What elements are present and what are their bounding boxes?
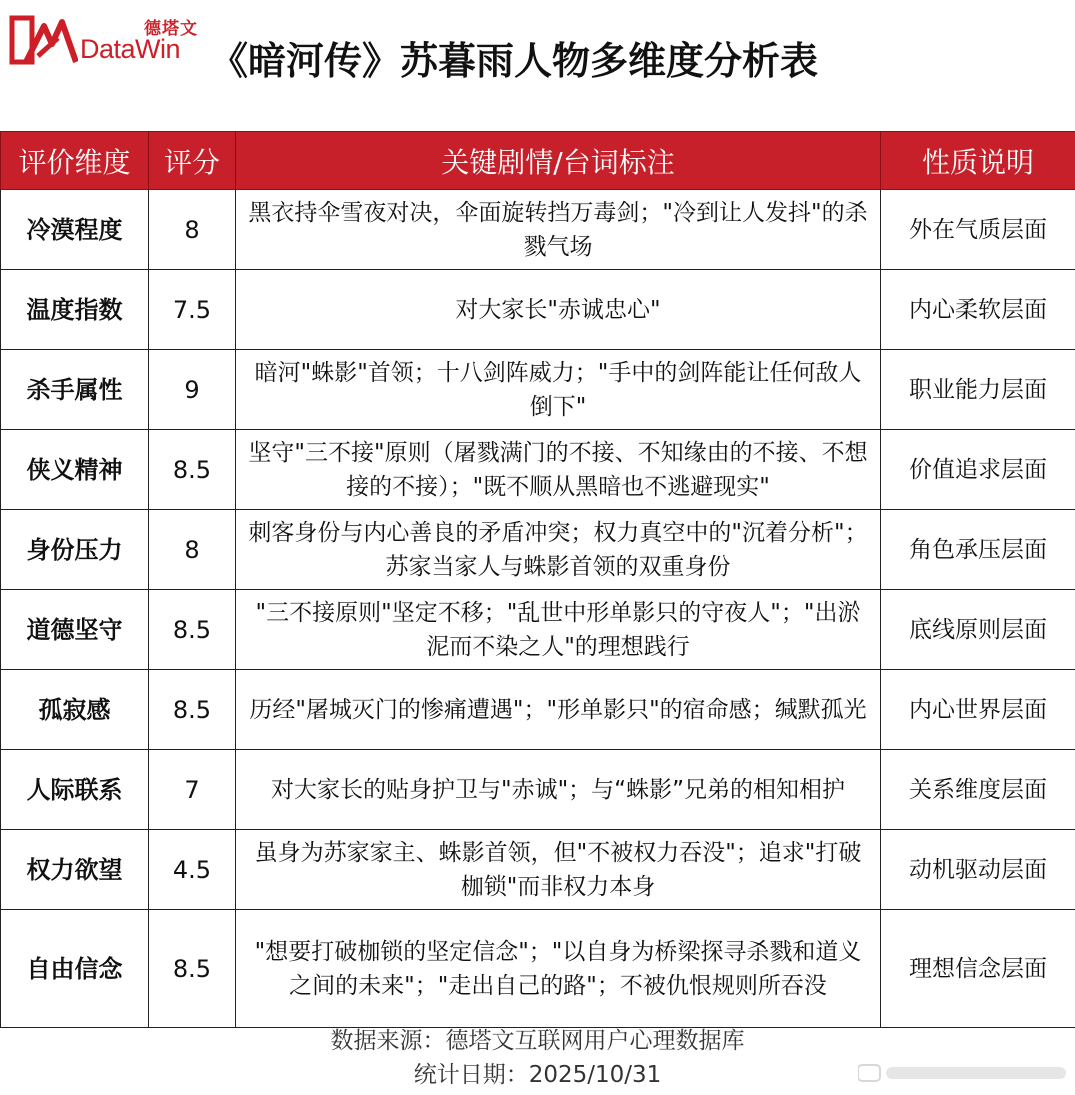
header-nature: 性质说明: [881, 132, 1075, 190]
row-score: 7: [149, 750, 236, 830]
header-score: 评分: [149, 132, 236, 190]
row-score: 8.5: [149, 590, 236, 670]
row-note: 历经"屠城灭门的惨痛遭遇"；"形单影只"的宿命感；缄默孤光: [236, 670, 881, 750]
row-nature: 职业能力层面: [881, 350, 1075, 430]
row-nature: 关系维度层面: [881, 750, 1075, 830]
row-score: 8.5: [149, 430, 236, 510]
row-nature: 内心柔软层面: [881, 270, 1075, 350]
page-title: 《暗河传》苏暮雨人物多维度分析表: [210, 39, 819, 83]
table-row: [1, 270, 1075, 350]
row-note: 黑衣持伞雪夜对决，伞面旋转挡万毒剑；"冷到让人发抖"的杀戮气场: [236, 190, 881, 270]
row-note: 坚守"三不接"原则（屠戮满门的不接、不知缘由的不接、不想接的不接）；"既不顺从黑暗也不逃避现实": [236, 430, 881, 510]
data-source: 数据来源：德塔文互联网用户心理数据库: [330, 1028, 745, 1054]
row-note: 暗河"蛛影"首领；十八剑阵威力；"手中的剑阵能让任何敌人倒下": [236, 350, 881, 430]
table-header-row: [1, 132, 1075, 190]
brand-logo: [8, 10, 198, 70]
header-dimension: 评价维度: [1, 132, 149, 190]
datawin-logo-icon: [8, 12, 78, 68]
row-dimension: 冷漠程度: [1, 190, 149, 270]
logo-english-text: DataWin: [80, 34, 181, 64]
table-row: [1, 910, 1075, 1028]
row-note: 对大家长的贴身护卫与"赤诚"；与“蛛影”兄弟的相知相护: [236, 750, 881, 830]
table-row: [1, 350, 1075, 430]
header-key-plot: 关键剧情/台词标注: [236, 132, 881, 190]
table-row: [1, 670, 1075, 750]
row-nature: 角色承压层面: [881, 510, 1075, 590]
row-nature: 外在气质层面: [881, 190, 1075, 270]
row-note: "三不接原则"坚定不移；"乱世中形单影只的守夜人"；"出淤泥而不染之人"的理想践行: [236, 590, 881, 670]
row-score: 4.5: [149, 830, 236, 910]
row-dimension: 人际联系: [1, 750, 149, 830]
row-nature: 底线原则层面: [881, 590, 1075, 670]
table-row: [1, 590, 1075, 670]
row-score: 8.5: [149, 910, 236, 1028]
row-dimension: 侠义精神: [1, 430, 149, 510]
row-nature: 理想信念层面: [881, 910, 1075, 1028]
row-score: 8: [149, 190, 236, 270]
row-nature: 动机驱动层面: [881, 830, 1075, 910]
row-dimension: 自由信念: [1, 910, 149, 1028]
table-row: [1, 510, 1075, 590]
row-note: 刺客身份与内心善良的矛盾冲突；权力真空中的"沉着分析"；苏家当家人与蛛影首领的双重身份: [236, 510, 881, 590]
row-dimension: 杀手属性: [1, 350, 149, 430]
row-note: 对大家长"赤诚忠心": [236, 270, 881, 350]
row-dimension: 孤寂感: [1, 670, 149, 750]
row-score: 7.5: [149, 270, 236, 350]
row-note: 虽身为苏家家主、蛛影首领，但"不被权力吞没"；追求"打破枷锁"而非权力本身: [236, 830, 881, 910]
row-dimension: 道德坚守: [1, 590, 149, 670]
row-score: 9: [149, 350, 236, 430]
table-row: [1, 190, 1075, 270]
row-note: "想要打破枷锁的坚定信念"；"以自身为桥梁探寻杀戮和道义之间的未来"；"走出自己的路"；不被仇恨规则所吞没: [236, 910, 881, 1028]
analysis-table-container: [0, 131, 1075, 1028]
watermark-icon: [858, 1061, 1068, 1085]
row-score: 8: [149, 510, 236, 590]
table-row: [1, 750, 1075, 830]
row-score: 8.5: [149, 670, 236, 750]
logo-chinese-text: 德塔文: [144, 19, 198, 39]
table-row: [1, 430, 1075, 510]
row-dimension: 权力欲望: [1, 830, 149, 910]
row-nature: 内心世界层面: [881, 670, 1075, 750]
row-dimension: 温度指数: [1, 270, 149, 350]
row-dimension: 身份压力: [1, 510, 149, 590]
row-nature: 价值追求层面: [881, 430, 1075, 510]
table-row: [1, 830, 1075, 910]
stat-date: 统计日期：2025/10/31: [413, 1062, 662, 1088]
analysis-table: [0, 131, 1075, 1028]
